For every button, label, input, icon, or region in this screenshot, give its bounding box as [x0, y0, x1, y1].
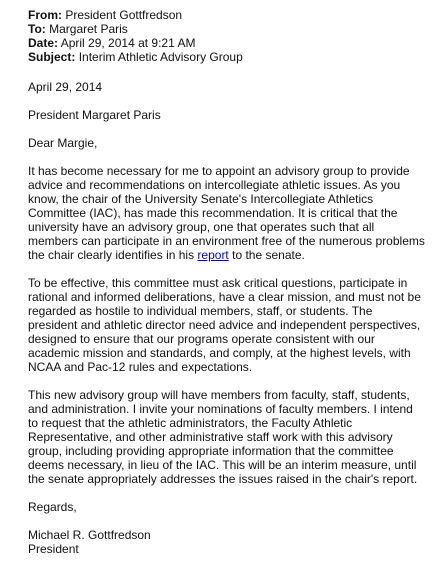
spacer — [28, 262, 425, 276]
spacer — [28, 150, 425, 164]
spacer — [28, 64, 425, 80]
from-value: President Gottfredson — [65, 8, 183, 22]
subject-label: Subject: — [28, 50, 76, 64]
to-header — [28, 22, 425, 36]
date-label: Date: — [28, 36, 59, 50]
letter-recipient: President Margaret Paris — [28, 108, 161, 122]
signature-title: President — [28, 542, 79, 556]
spacer — [28, 486, 425, 500]
letter-paragraph-3: This new advisory group will have members from faculty, staff, students, and administration. I invite your nominations of faculty members. I intend to request that the athletic administrators, the Faculty Athletic Representative, and other administrative staff work with this advisory group, including providing appropriate information that the committee deems necessary, in lieu of the IAC. This will be an interim measure, until the senate appropriately addresses the issues raised in the chair's report. — [28, 388, 418, 486]
letter-paragraph-1 — [28, 164, 425, 262]
letter-salutation: Dear Margie, — [28, 136, 98, 150]
report-link[interactable]: report — [197, 248, 229, 262]
letter-date: April 29, 2014 — [28, 80, 103, 94]
paragraph-1-text-a: It has become necessary for me to appoint an advisory group to provide advice and recommendations on intercollegiate athletic issues. As you know, the chair of the University Senate's Intercollegiate Athletics Committee (IAC), has made this recommendation. It is critical that the university have an advisory group, one that operates such that all members can participate in an environment free of the numerous problems the chair clearly identifies in his — [28, 164, 425, 262]
spacer — [28, 374, 425, 388]
signature-name: Michael R. Gottfredson — [28, 528, 151, 542]
subject-value: Interim Athletic Advisory Group — [78, 50, 243, 64]
from-header — [28, 8, 425, 22]
to-label: To: — [28, 22, 46, 36]
letter-paragraph-2: To be effective, this committee must ask critical questions, participate in rational and informed deliberations, have a clear mission, and must not be regarded as hostile to individual members, staff, or students. The president and athletic director need advice and independent perspectives, designed to ensure that our programs operate consistent with our academic mission and standards, and comply, at the highest levels, with NCAA and Pac-12 rules and expectations. — [28, 276, 421, 374]
spacer — [28, 122, 425, 136]
spacer — [28, 514, 425, 528]
spacer — [28, 94, 425, 108]
from-label: From: — [28, 8, 62, 22]
to-value: Margaret Paris — [49, 22, 128, 36]
subject-header — [28, 50, 425, 64]
letter-closing: Regards, — [28, 500, 77, 514]
date-header — [28, 36, 425, 50]
date-value: April 29, 2014 at 9:21 AM — [60, 36, 196, 50]
paragraph-1-text-b: to the senate. — [228, 248, 305, 262]
